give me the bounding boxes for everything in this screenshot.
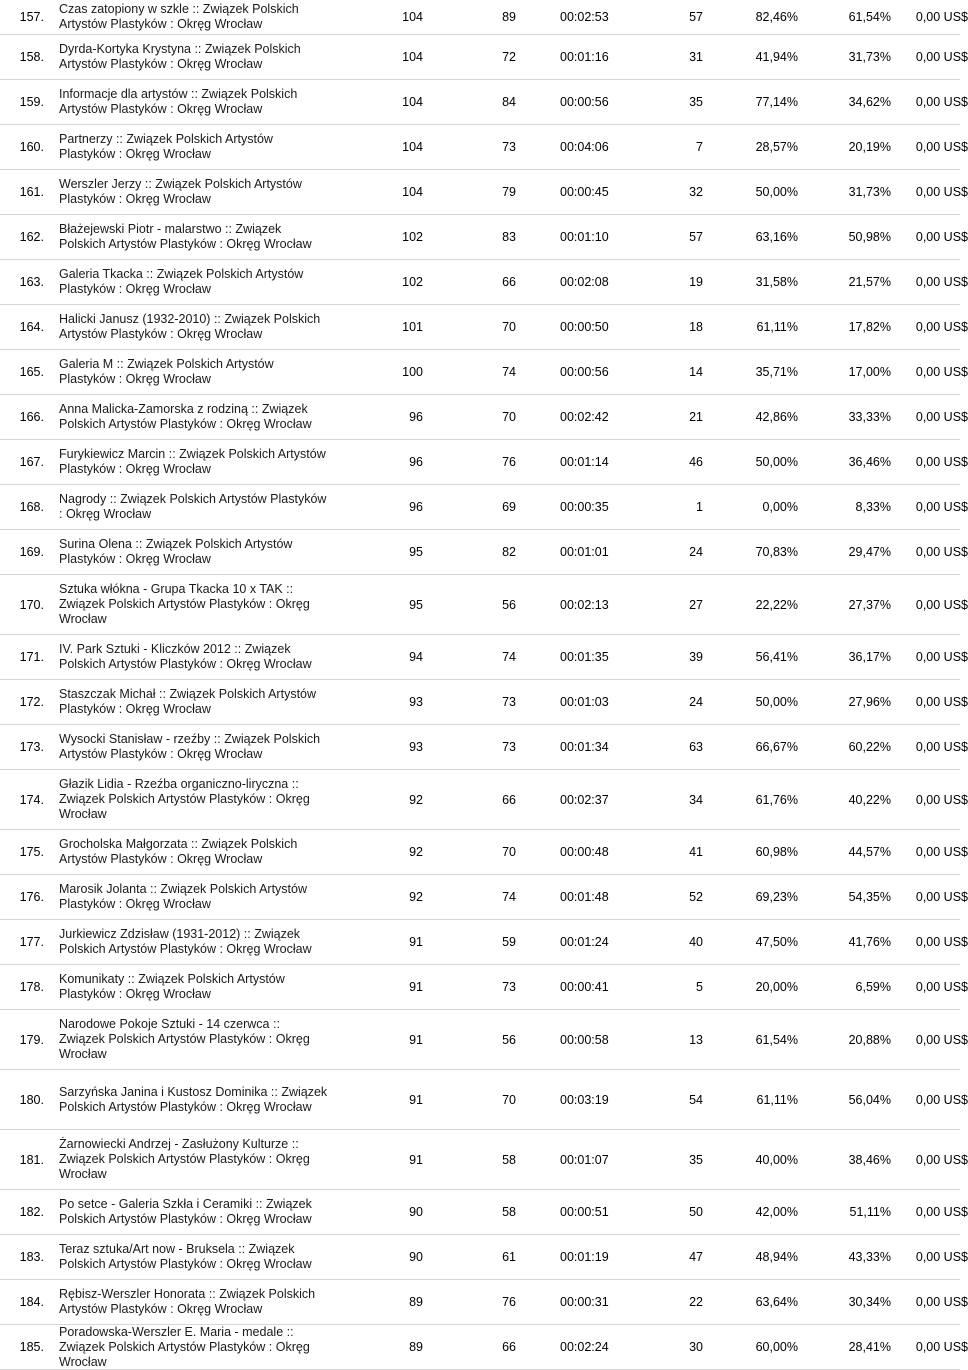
cell-idx: 166. — [19, 410, 44, 424]
cell-bounce: 60,00% — [755, 1340, 798, 1354]
cell-title[interactable]: Wysocki Stanisław - rzeźby :: Związek Polskich Artystów Plastyków : Okręg Wrocław — [59, 732, 321, 761]
cell-views: 96 — [409, 455, 423, 469]
cell-time: 00:01:35 — [560, 650, 609, 664]
cell-title[interactable]: Surina Olena :: Związek Polskich Artystów Plastyków : Okręg Wrocław — [59, 537, 293, 566]
cell-entrances: 27 — [689, 597, 703, 612]
table-row — [0, 575, 968, 635]
cell-unique: 66 — [502, 1340, 516, 1354]
cell-unique: 74 — [502, 365, 516, 379]
table-row — [0, 530, 968, 575]
cell-entrances: 35 — [689, 95, 703, 109]
cell-views: 93 — [409, 695, 423, 709]
cell-unique: 82 — [502, 545, 516, 559]
cell-views: 91 — [409, 1092, 423, 1107]
cell-title[interactable]: Anna Malicka-Zamorska z rodziną :: Związek Polskich Artystów Plastyków : Okręg Wrocław — [59, 402, 312, 431]
cell-views: 104 — [402, 10, 423, 24]
cell-title[interactable]: Sarzyńska Janina i Kustosz Dominika :: Związek Polskich Artystów Plastyków : Okręg Wrocław — [59, 1084, 328, 1114]
cell-value: 0,00 US$ — [915, 410, 968, 424]
cell-time: 00:01:48 — [560, 890, 609, 904]
cell-time: 00:01:24 — [560, 935, 609, 949]
cell-unique: 58 — [502, 1205, 516, 1219]
cell-exit: 40,22% — [848, 792, 891, 807]
cell-unique: 70 — [502, 410, 516, 424]
cell-exit: 44,57% — [848, 845, 891, 859]
cell-entrances: 41 — [689, 845, 703, 859]
cell-time: 00:01:34 — [560, 740, 609, 754]
table-row — [0, 305, 968, 350]
cell-time: 00:01:14 — [560, 455, 609, 469]
cell-exit: 36,46% — [848, 455, 891, 469]
cell-time: 00:01:10 — [560, 230, 609, 244]
cell-bounce: 0,00% — [762, 500, 798, 514]
table-row — [0, 260, 968, 305]
cell-unique: 73 — [502, 695, 516, 709]
cell-idx: 177. — [19, 935, 44, 949]
cell-unique: 56 — [502, 1032, 516, 1047]
cell-views: 96 — [409, 500, 423, 514]
cell-views: 90 — [409, 1205, 423, 1219]
cell-bounce: 63,16% — [755, 230, 798, 244]
cell-views: 96 — [409, 410, 423, 424]
cell-unique: 73 — [502, 140, 516, 154]
cell-entrances: 30 — [689, 1340, 703, 1354]
cell-bounce: 70,83% — [755, 545, 798, 559]
cell-unique: 73 — [502, 740, 516, 754]
table-row — [0, 725, 968, 770]
cell-views: 95 — [409, 597, 423, 612]
cell-time: 00:02:53 — [560, 10, 609, 24]
cell-title[interactable]: Czas zatopiony w szkle :: Związek Polskich Artystów Plastyków : Okręg Wrocław — [59, 2, 299, 31]
cell-idx: 185. — [19, 1340, 44, 1354]
cell-title[interactable]: Nagrody :: Związek Polskich Artystów Plastyków : Okręg Wrocław — [59, 492, 327, 521]
cell-entrances: 24 — [689, 545, 703, 559]
cell-title[interactable]: Rębisz-Werszler Honorata :: Związek Polskich Artystów Plastyków : Okręg Wrocław — [59, 1287, 316, 1316]
cell-views: 102 — [402, 230, 423, 244]
cell-bounce: 48,94% — [755, 1250, 798, 1264]
cell-exit: 31,73% — [848, 185, 891, 199]
cell-value: 0,00 US$ — [915, 140, 968, 154]
cell-bounce: 47,50% — [755, 935, 798, 949]
cell-idx: 176. — [19, 890, 44, 904]
cell-title[interactable]: Komunikaty :: Związek Polskich Artystów Plastyków : Okręg Wrocław — [59, 972, 285, 1001]
cell-exit: 61,54% — [848, 10, 891, 24]
cell-time: 00:04:06 — [560, 140, 609, 154]
cell-exit: 17,82% — [848, 320, 891, 334]
cell-idx: 160. — [19, 140, 44, 154]
cell-views: 91 — [409, 1152, 423, 1167]
cell-bounce: 20,00% — [755, 980, 798, 994]
cell-idx: 178. — [19, 980, 44, 994]
cell-exit: 30,34% — [848, 1295, 891, 1309]
cell-value: 0,00 US$ — [915, 845, 968, 859]
table-row — [0, 125, 968, 170]
cell-title[interactable]: Błażejewski Piotr - malarstwo :: Związek Polskich Artystów Plastyków : Okręg Wrocław — [59, 222, 312, 251]
cell-exit: 38,46% — [848, 1152, 891, 1167]
cell-bounce: 82,46% — [755, 10, 798, 24]
cell-value: 0,00 US$ — [915, 1250, 968, 1264]
cell-value: 0,00 US$ — [915, 230, 968, 244]
cell-unique: 83 — [502, 230, 516, 244]
cell-bounce: 61,76% — [755, 792, 798, 807]
cell-views: 101 — [402, 320, 423, 334]
cell-time: 00:00:45 — [560, 185, 609, 199]
cell-title[interactable]: Teraz sztuka/Art now - Bruksela :: Związek Polskich Artystów Plastyków : Okręg Wrocław — [59, 1242, 312, 1271]
cell-idx: 169. — [19, 545, 44, 559]
cell-time: 00:01:01 — [560, 545, 609, 559]
cell-exit: 6,59% — [855, 980, 891, 994]
cell-time: 00:02:37 — [560, 792, 609, 807]
cell-bounce: 50,00% — [755, 455, 798, 469]
cell-entrances: 46 — [689, 455, 703, 469]
cell-views: 104 — [402, 185, 423, 199]
cell-exit: 33,33% — [848, 410, 891, 424]
cell-entrances: 57 — [689, 230, 703, 244]
cell-idx: 181. — [19, 1152, 44, 1167]
cell-exit: 29,47% — [848, 545, 891, 559]
cell-value: 0,00 US$ — [915, 980, 968, 994]
table-row — [0, 1070, 968, 1130]
cell-time: 00:00:51 — [560, 1205, 609, 1219]
cell-idx: 170. — [19, 597, 44, 612]
cell-unique: 70 — [502, 845, 516, 859]
table-row — [0, 1280, 968, 1325]
cell-unique: 89 — [502, 10, 516, 24]
cell-title[interactable]: Grocholska Małgorzata :: Związek Polskich Artystów Plastyków : Okręg Wrocław — [59, 837, 298, 866]
cell-exit: 27,96% — [848, 695, 891, 709]
cell-idx: 183. — [19, 1250, 44, 1264]
cell-value: 0,00 US$ — [915, 10, 968, 24]
cell-bounce: 63,64% — [755, 1295, 798, 1309]
cell-exit: 56,04% — [848, 1092, 891, 1107]
cell-unique: 61 — [502, 1250, 516, 1264]
cell-time: 00:02:08 — [560, 275, 609, 289]
cell-views: 104 — [402, 140, 423, 154]
cell-value: 0,00 US$ — [915, 650, 968, 664]
cell-entrances: 57 — [689, 10, 703, 24]
cell-unique: 70 — [502, 320, 516, 334]
cell-time: 00:02:13 — [560, 597, 609, 612]
cell-entrances: 21 — [689, 410, 703, 424]
table-row — [0, 395, 968, 440]
cell-value: 0,00 US$ — [915, 792, 968, 807]
cell-exit: 17,00% — [848, 365, 891, 379]
cell-time: 00:00:56 — [560, 365, 609, 379]
cell-exit: 36,17% — [848, 650, 891, 664]
cell-idx: 173. — [19, 740, 44, 754]
cell-title[interactable]: IV. Park Sztuki - Kliczków 2012 :: Związek Polskich Artystów Plastyków : Okręg Wrocław — [59, 642, 312, 671]
cell-title[interactable]: Informacje dla artystów :: Związek Polskich Artystów Plastyków : Okręg Wrocław — [59, 87, 298, 116]
cell-title[interactable]: Sztuka włókna - Grupa Tkacka 10 x TAK :: Związek Polskich Artystów Plastyków : Okręg Wrocław — [59, 582, 310, 626]
cell-unique: 66 — [502, 792, 516, 807]
cell-value: 0,00 US$ — [915, 695, 968, 709]
table-row — [0, 485, 968, 530]
cell-idx: 163. — [19, 275, 44, 289]
cell-entrances: 52 — [689, 890, 703, 904]
cell-views: 90 — [409, 1250, 423, 1264]
table-row — [0, 1324, 968, 1370]
cell-time: 00:00:48 — [560, 845, 609, 859]
cell-title[interactable]: Werszler Jerzy :: Związek Polskich Artystów Plastyków : Okręg Wrocław — [59, 177, 302, 206]
cell-idx: 180. — [19, 1092, 44, 1107]
cell-entrances: 18 — [689, 320, 703, 334]
cell-title[interactable]: Partnerzy :: Związek Polskich Artystów Plastyków : Okręg Wrocław — [59, 132, 273, 161]
cell-idx: 171. — [19, 650, 44, 664]
table-row — [0, 440, 968, 485]
cell-entrances: 22 — [689, 1295, 703, 1309]
table-row — [0, 830, 968, 875]
cell-views: 94 — [409, 650, 423, 664]
cell-idx: 182. — [19, 1205, 44, 1219]
cell-exit: 20,88% — [848, 1032, 891, 1047]
table-row — [0, 1235, 968, 1280]
cell-time: 00:03:19 — [560, 1092, 609, 1107]
table-row — [0, 350, 968, 395]
cell-value: 0,00 US$ — [915, 1032, 968, 1047]
table-row — [0, 920, 968, 965]
cell-unique: 74 — [502, 890, 516, 904]
cell-title[interactable]: Halicki Janusz (1932-2010) :: Związek Polskich Artystów Plastyków : Okręg Wrocław — [59, 312, 321, 341]
cell-title[interactable]: Staszczak Michał :: Związek Polskich Artystów Plastyków : Okręg Wrocław — [59, 687, 317, 716]
cell-exit: 54,35% — [848, 890, 891, 904]
cell-value: 0,00 US$ — [915, 1152, 968, 1167]
cell-entrances: 19 — [689, 275, 703, 289]
table-row — [0, 0, 968, 35]
cell-views: 92 — [409, 792, 423, 807]
cell-idx: 184. — [19, 1295, 44, 1309]
table-row — [0, 635, 968, 680]
table-row — [0, 965, 968, 1010]
cell-value: 0,00 US$ — [915, 890, 968, 904]
cell-bounce: 56,41% — [755, 650, 798, 664]
cell-views: 92 — [409, 845, 423, 859]
cell-views: 91 — [409, 935, 423, 949]
table-row — [0, 1190, 968, 1235]
cell-time: 00:00:31 — [560, 1295, 609, 1309]
cell-value: 0,00 US$ — [915, 597, 968, 612]
cell-value: 0,00 US$ — [915, 185, 968, 199]
cell-time: 00:00:56 — [560, 95, 609, 109]
cell-bounce: 22,22% — [755, 597, 798, 612]
cell-time: 00:01:07 — [560, 1152, 609, 1167]
cell-time: 00:02:24 — [560, 1340, 609, 1354]
cell-unique: 59 — [502, 935, 516, 949]
cell-exit: 31,73% — [848, 50, 891, 64]
cell-title[interactable]: Po setce - Galeria Szkła i Ceramiki :: Związek Polskich Artystów Plastyków : Okręg Wrocław — [59, 1197, 312, 1226]
table-row — [0, 170, 968, 215]
cell-entrances: 50 — [689, 1205, 703, 1219]
cell-exit: 21,57% — [848, 275, 891, 289]
cell-bounce: 61,11% — [756, 320, 798, 334]
cell-value: 0,00 US$ — [915, 1092, 968, 1107]
cell-idx: 162. — [19, 230, 44, 244]
cell-value: 0,00 US$ — [915, 545, 968, 559]
cell-bounce: 40,00% — [755, 1152, 798, 1167]
cell-entrances: 24 — [689, 695, 703, 709]
cell-value: 0,00 US$ — [915, 500, 968, 514]
cell-time: 00:00:41 — [560, 980, 609, 994]
cell-bounce: 41,94% — [755, 50, 798, 64]
cell-exit: 27,37% — [848, 597, 891, 612]
cell-title[interactable]: Narodowe Pokoje Sztuki - 14 czerwca :: Związek Polskich Artystów Plastyków : Okręg Wrocław — [59, 1017, 310, 1061]
cell-entrances: 47 — [689, 1250, 703, 1264]
cell-unique: 56 — [502, 597, 516, 612]
table-row — [0, 1010, 968, 1070]
cell-value: 0,00 US$ — [915, 275, 968, 289]
cell-idx: 174. — [19, 792, 44, 807]
cell-title[interactable]: Poradowska-Werszler E. Maria - medale :: Związek Polskich Artystów Plastyków : Okręg Wrocław — [59, 1324, 310, 1369]
cell-value: 0,00 US$ — [915, 1205, 968, 1219]
table-row — [0, 680, 968, 725]
cell-exit: 51,11% — [849, 1205, 891, 1219]
cell-time: 00:01:03 — [560, 695, 609, 709]
cell-views: 104 — [402, 50, 423, 64]
cell-views: 93 — [409, 740, 423, 754]
cell-bounce: 66,67% — [755, 740, 798, 754]
cell-bounce: 35,71% — [755, 365, 798, 379]
cell-entrances: 14 — [689, 365, 703, 379]
cell-unique: 79 — [502, 185, 516, 199]
cell-idx: 172. — [19, 695, 44, 709]
cell-views: 102 — [402, 275, 423, 289]
cell-time: 00:02:42 — [560, 410, 609, 424]
table-row — [0, 215, 968, 260]
table-row — [0, 1130, 968, 1190]
cell-time: 00:01:16 — [560, 50, 609, 64]
cell-bounce: 69,23% — [755, 890, 798, 904]
cell-unique: 66 — [502, 275, 516, 289]
cell-bounce: 42,00% — [755, 1205, 798, 1219]
cell-value: 0,00 US$ — [915, 1340, 968, 1354]
cell-views: 89 — [409, 1295, 423, 1309]
cell-unique: 76 — [502, 1295, 516, 1309]
cell-bounce: 50,00% — [755, 695, 798, 709]
cell-views: 92 — [409, 890, 423, 904]
cell-title[interactable]: Dyrda-Kortyka Krystyna :: Związek Polskich Artystów Plastyków : Okręg Wrocław — [59, 42, 301, 71]
cell-idx: 164. — [19, 320, 44, 334]
cell-views: 104 — [402, 95, 423, 109]
cell-value: 0,00 US$ — [915, 935, 968, 949]
cell-time: 00:00:35 — [560, 500, 609, 514]
table-row — [0, 875, 968, 920]
cell-idx: 167. — [19, 455, 44, 469]
cell-time: 00:00:50 — [560, 320, 609, 334]
cell-value: 0,00 US$ — [915, 740, 968, 754]
table-row — [0, 80, 968, 125]
cell-entrances: 54 — [689, 1092, 703, 1107]
cell-exit: 60,22% — [848, 740, 891, 754]
cell-entrances: 13 — [689, 1032, 703, 1047]
cell-entrances: 34 — [689, 792, 703, 807]
cell-entrances: 39 — [689, 650, 703, 664]
cell-bounce: 31,58% — [755, 275, 798, 289]
cell-title[interactable]: Głazik Lidia - Rzeźba organiczno-liryczna :: Związek Polskich Artystów Plastyków : Okręg Wrocław — [59, 777, 310, 821]
cell-entrances: 63 — [689, 740, 703, 754]
cell-views: 91 — [409, 1032, 423, 1047]
cell-title[interactable]: Żarnowiecki Andrzej - Zasłużony Kulturze :: Związek Polskich Artystów Plastyków : Okręg Wrocław — [59, 1137, 310, 1181]
cell-unique: 73 — [502, 980, 516, 994]
cell-exit: 50,98% — [848, 230, 891, 244]
cell-unique: 74 — [502, 650, 516, 664]
cell-entrances: 32 — [689, 185, 703, 199]
cell-unique: 70 — [502, 1092, 516, 1107]
cell-time: 00:00:58 — [560, 1032, 609, 1047]
cell-bounce: 60,98% — [755, 845, 798, 859]
cell-value: 0,00 US$ — [915, 50, 968, 64]
cell-exit: 34,62% — [848, 95, 891, 109]
cell-idx: 159. — [19, 95, 44, 109]
cell-unique: 69 — [502, 500, 516, 514]
cell-bounce: 61,54% — [755, 1032, 798, 1047]
cell-value: 0,00 US$ — [915, 320, 968, 334]
cell-title[interactable]: Galeria M :: Związek Polskich Artystów Plastyków : Okręg Wrocław — [59, 357, 274, 386]
cell-exit: 43,33% — [848, 1250, 891, 1264]
cell-exit: 20,19% — [848, 140, 891, 154]
cell-unique: 76 — [502, 455, 516, 469]
cell-entrances: 35 — [689, 1152, 703, 1167]
cell-value: 0,00 US$ — [915, 95, 968, 109]
cell-unique: 58 — [502, 1152, 516, 1167]
cell-entrances: 31 — [689, 50, 703, 64]
cell-title[interactable]: Galeria Tkacka :: Związek Polskich Artystów Plastyków : Okręg Wrocław — [59, 267, 304, 296]
cell-unique: 72 — [502, 50, 516, 64]
cell-idx: 157. — [19, 10, 44, 24]
cell-time: 00:01:19 — [560, 1250, 609, 1264]
cell-bounce: 77,14% — [755, 95, 798, 109]
cell-idx: 168. — [19, 500, 44, 514]
cell-views: 89 — [409, 1340, 423, 1354]
cell-idx: 179. — [19, 1032, 44, 1047]
cell-title[interactable]: Marosik Jolanta :: Związek Polskich Artystów Plastyków : Okręg Wrocław — [59, 882, 307, 911]
cell-exit: 41,76% — [848, 935, 891, 949]
cell-entrances: 5 — [696, 980, 703, 994]
cell-idx: 175. — [19, 845, 44, 859]
table-row — [0, 770, 968, 830]
cell-bounce: 28,57% — [755, 140, 798, 154]
cell-bounce: 50,00% — [755, 185, 798, 199]
cell-views: 91 — [409, 980, 423, 994]
cell-idx: 165. — [19, 365, 44, 379]
cell-idx: 161. — [19, 185, 44, 199]
cell-idx: 158. — [19, 50, 44, 64]
cell-views: 100 — [402, 365, 423, 379]
table-row — [0, 35, 968, 80]
cell-unique: 84 — [502, 95, 516, 109]
cell-exit: 28,41% — [848, 1340, 891, 1354]
cell-entrances: 7 — [696, 140, 703, 154]
cell-title[interactable]: Jurkiewicz Zdzisław (1931-2012) :: Związek Polskich Artystów Plastyków : Okręg Wrocław — [59, 927, 312, 956]
cell-bounce: 61,11% — [756, 1092, 798, 1107]
cell-value: 0,00 US$ — [915, 455, 968, 469]
cell-entrances: 40 — [689, 935, 703, 949]
cell-value: 0,00 US$ — [915, 1295, 968, 1309]
cell-bounce: 42,86% — [755, 410, 798, 424]
cell-title[interactable]: Furykiewicz Marcin :: Związek Polskich Artystów Plastyków : Okręg Wrocław — [59, 447, 326, 476]
cell-exit: 8,33% — [855, 500, 891, 514]
cell-entrances: 1 — [696, 500, 703, 514]
cell-value: 0,00 US$ — [915, 365, 968, 379]
cell-views: 95 — [409, 545, 423, 559]
